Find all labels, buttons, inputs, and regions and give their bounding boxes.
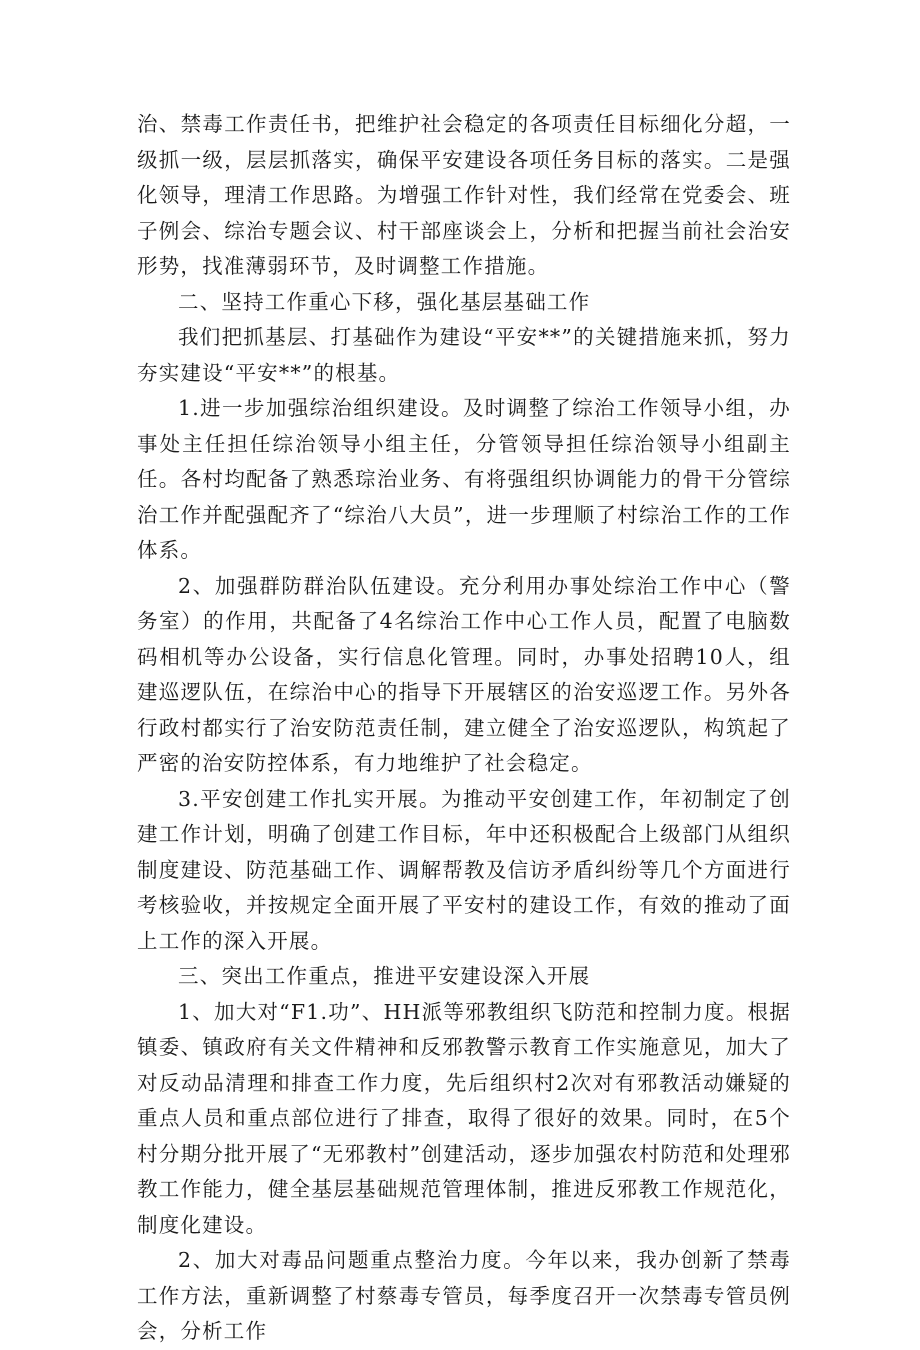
document-page	[137, 0, 791, 1343]
paragraph-continuation: 治、禁毒工作责任书，把维护社会稳定的各项责任目标细化分超，一级抓一级，层层抓落实，确保平安建设各项任务目标的落实。二是强化领导，理清工作思路。为增强工作针对性，我们经常在党委会、班子例会、综治专题会议、村干部座谈会上，分析和把握当前社会治安形势，找准薄弱环节，及时调整工作措施。	[137, 112, 791, 278]
paragraph-intro: 我们把抓基层、打基础作为建设“平安**”的关键措施来抓，努力夯实建设“平安**”的根基。	[137, 325, 791, 385]
paragraph-item-1: 1.进一步加强综治组织建设。及时调整了综治工作领导小组，办事处主任担任综治领导小组主任，分管领导担任综治领导小组副主任。各村均配备了熟悉琮治业务、有将强组织协调能力的骨干分管综治工作并配强配齐了“综治八大员”，进一步理顺了村综治工作的工作体系。	[137, 396, 791, 562]
paragraph-item-2: 2、加强群防群治队伍建设。充分利用办事处综治工作中心（警务室）的作用，共配备了4名综治工作中心工作人员，配置了电脑数码相机等办公设备，实行信息化管理。同时，办事处招聘10人，组建巡逻队伍，在综治中心的指导下开展辖区的治安巡逻工作。另外各行政村都实行了治安防范责任制，建立健全了治安巡逻队，构筑起了严密的治安防控体系，有力地维护了社会稳定。	[137, 573, 791, 775]
paragraph-item-3-2: 2、加大对毒品问题重点整治力度。今年以来，我办创新了禁毒工作方法，重新调整了村蔡毒专管员，每季度召开一次禁毒专管员例会，分析工作	[137, 1248, 791, 1343]
section-heading-3: 三、突出工作重点，推进平安建设深入开展	[178, 964, 591, 988]
paragraph-item-3: 3.平安创建工作扎实开展。为推动平安创建工作，年初制定了创建工作计划，明确了创建工作目标，年中还积极配合上级部门从组织制度建设、防范基础工作、调解帮教及信访矛盾纠纷等几个方面进行考核验收，并按规定全面开展了平安村的建设工作，有效的推动了面上工作的深入开展。	[137, 786, 791, 953]
section-heading-2: 二、坚持工作重心下移，强化基层基础工作	[178, 289, 591, 314]
paragraph-item-3-1: 1、加大对“F1.功”、HH派等邪教组织飞防范和控制力度。根据镇委、镇政府有关文件精神和反邪教警示教育工作实施意见，加大了对反动品清理和排查工作力度，先后组织村2次对有邪教活动嫌疑的重点人员和重点部位进行了排查，取得了很好的效果。同时，在5个村分期分批开展了“无邪教村”创建活动，逐步加强农村防范和处理邪教工作能力，健全基层基础规范管理体制，推进反邪教工作规范化，制度化建设。	[137, 999, 791, 1237]
